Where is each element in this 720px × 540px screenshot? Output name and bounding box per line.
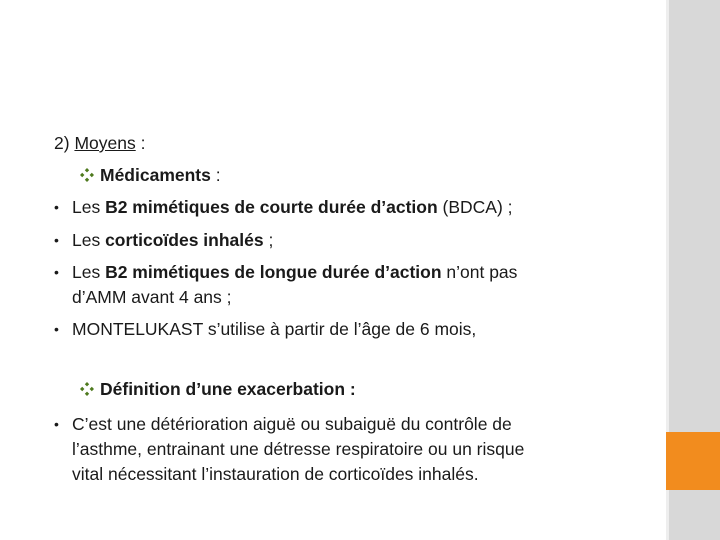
diamond-bullet-icon <box>80 382 94 396</box>
medicaments-colon: : <box>210 165 221 185</box>
item-text-post: (BDCA) ; <box>437 197 513 217</box>
heading-word: Moyens <box>74 133 136 153</box>
medicaments-subheading <box>80 164 221 186</box>
list-item <box>72 196 513 218</box>
list-bullet: • <box>54 199 59 215</box>
list-item <box>72 318 476 340</box>
section-heading <box>54 132 145 154</box>
item-text-pre: Les <box>72 230 106 250</box>
item-text-pre: MONTELUKAST s’utilise à partir de l’âge de 6 mois, <box>72 319 477 339</box>
item-text-bold: corticoïdes inhalés <box>105 230 264 250</box>
definition-subheading <box>80 378 356 400</box>
item-text-post: ; <box>263 230 274 250</box>
list-bullet: • <box>54 416 59 432</box>
list-bullet: • <box>54 321 59 337</box>
list-item <box>72 261 517 283</box>
definition-title: Définition d’une exacerbation : <box>100 379 356 399</box>
item-text-bold: B2 mimétiques de courte durée d’action <box>105 197 438 217</box>
definition-line: l’asthme, entrainant une détresse respiratoire ou un risque <box>72 439 525 459</box>
item-text-pre: Les <box>72 262 106 282</box>
medicaments-title: Médicaments <box>100 165 211 185</box>
item-text-post: n’ont pas <box>441 262 518 282</box>
definition-line: vital nécessitant l’instauration de corticoïdes inhalés. <box>72 464 479 484</box>
heading-colon: : <box>135 133 146 153</box>
definition-line: C’est une détérioration aiguë ou subaiguë du contrôle de <box>72 414 512 434</box>
list-bullet: • <box>54 232 59 248</box>
list-item-continuation: d’AMM avant 4 ans ; <box>72 287 232 307</box>
list-item <box>72 229 273 251</box>
heading-number: 2) <box>54 133 75 153</box>
list-bullet: • <box>54 264 59 280</box>
diamond-bullet-icon <box>80 168 94 182</box>
orange-accent-block <box>666 432 720 490</box>
item-text-pre: Les <box>72 197 106 217</box>
item-text-bold: B2 mimétiques de longue durée d’action <box>105 262 442 282</box>
